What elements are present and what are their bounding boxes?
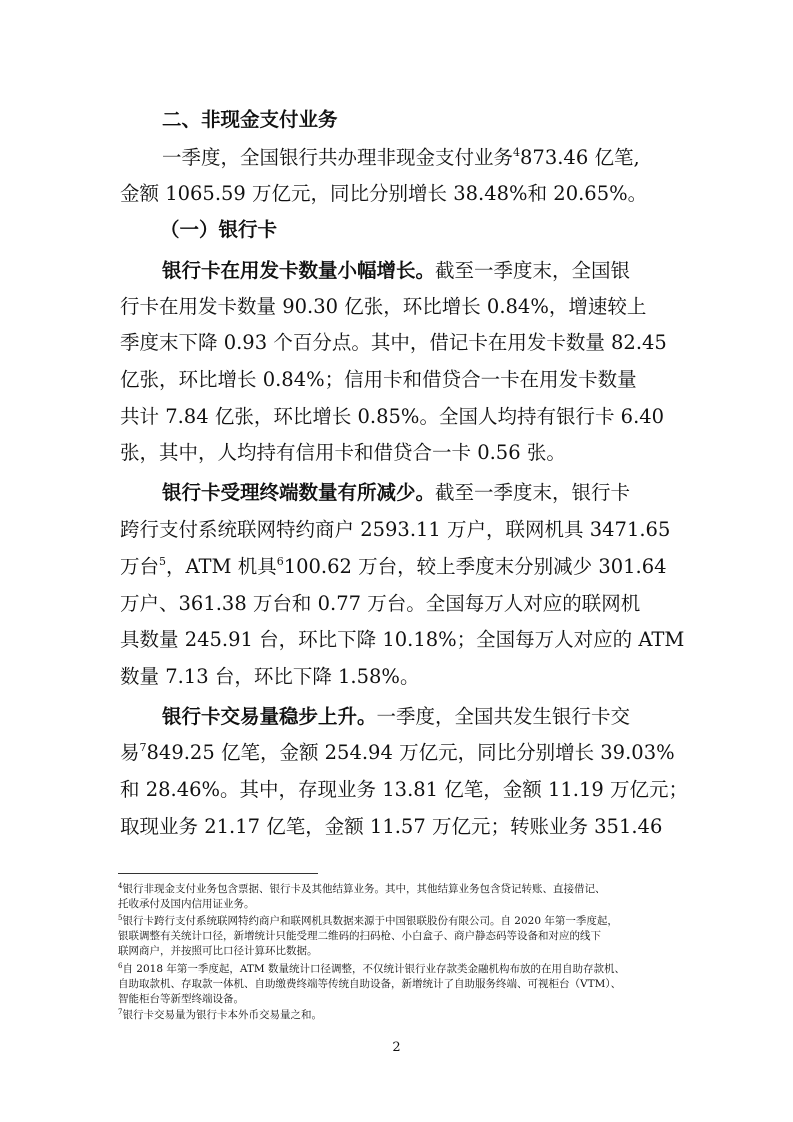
- para3-line-2: 易$^7$849.25 亿笔，金额 254.94 万亿元，同比分别增长 39.03%: [120, 741, 675, 764]
- intro-line-1: 一季度，全国银行共办理非现金支付业务$^4$873.46 亿笔,: [162, 146, 640, 169]
- para2-line-6: 数量 7.13 台，环比下降 1.58%。: [120, 665, 420, 688]
- para1-line-6: 张，其中，人均持有信用卡和借贷合一卡 0.56 张。: [120, 441, 566, 464]
- intro-line-2: 金额 1065.59 万亿元，同比分别增长 38.48%和 20.65%。: [120, 182, 648, 205]
- footnote-6-cont-2: 智能柜台等新型终端设备。: [118, 993, 244, 1005]
- footnote-6-cont-1: 自助取款机、存取款一体机、自助缴费终端等传统自助设备，新增统计了自助服务终端、可视柜台（VTM）、: [118, 978, 622, 990]
- para1-line-3: 季度末下降 0.93 个百分点。其中，借记卡在用发卡数量 82.45: [120, 331, 667, 354]
- para3-lead: 银行卡交易量稳步上升。: [162, 705, 377, 728]
- para1-line-2: 行卡在用发卡数量 90.30 亿张，环比增长 0.84%，增速较上: [120, 295, 647, 318]
- section-heading: 二、非现金支付业务: [162, 108, 338, 131]
- footnote-6: $^6$自 2018 年第一季度起，ATM 数量统计口径调整，不仅统计银行业存款类金融机构布放的在用自助存款机、: [118, 962, 625, 975]
- para2-line-3: 万台$^5$，ATM 机具$^6$100.62 万台，较上季度末分别减少 301.64: [120, 555, 667, 578]
- footnote-7: $^7$银行卡交易量为银行卡本外币交易量之和。: [118, 1008, 322, 1021]
- para1-line-4: 亿张，环比增长 0.84%；信用卡和借贷合一卡在用发卡数量: [120, 368, 637, 391]
- para2-line-1: 银行卡受理终端数量有所减少。截至一季度末，银行卡: [162, 481, 631, 504]
- para2-line-4: 万户、361.38 万台和 0.77 万台。全国每万人对应的联网机: [120, 592, 641, 615]
- para1-lead: 银行卡在用发卡数量小幅增长。: [162, 259, 436, 282]
- sub-heading: （一）银行卡: [160, 218, 278, 241]
- footnote-ref-7[interactable]: 7: [139, 741, 147, 754]
- footnote-4: $^4$银行非现金支付业务包含票据、银行卡及其他结算业务。其中，其他结算业务包含贷记转账、直接借记、: [118, 882, 606, 895]
- para2-lead: 银行卡受理终端数量有所减少。: [162, 481, 436, 504]
- para2-line-2: 跨行支付系统联网特约商户 2593.11 万户，联网机具 3471.65: [120, 518, 671, 541]
- footnote-5-cont-1: 银联调整有关统计口径，新增统计只能受理二维码的扫码枪、小白盒子、商户静态码等设备和对应的线下: [118, 930, 601, 942]
- footnote-4-cont: 托收承付及国内信用证业务。: [118, 898, 255, 910]
- footnote-divider: [118, 873, 318, 874]
- para1-line-5: 共计 7.84 亿张，环比增长 0.85%。全国人均持有银行卡 6.40: [120, 405, 665, 428]
- footnote-5: $^5$银行卡跨行支付系统联网特约商户和联网机具数据来源于中国银联股份有限公司。自 2020 年第一季度起，: [118, 914, 618, 927]
- para2-line-5: 具数量 245.91 台，环比下降 10.18%；全国每万人对应的 ATM: [120, 628, 685, 651]
- para1-line-1: 银行卡在用发卡数量小幅增长。截至一季度末，全国银: [162, 259, 631, 282]
- footnote-5-cont-2: 联网商户，并按照可比口径计算环比数据。: [118, 945, 318, 957]
- para3-line-3: 和 28.46%。其中，存现业务 13.81 亿笔，金额 11.19 万亿元；: [120, 778, 688, 801]
- para3-line-1: 银行卡交易量稳步上升。一季度，全国共发生银行卡交: [162, 705, 631, 728]
- page-number: 2: [392, 1040, 401, 1055]
- footnote-ref-5[interactable]: 5: [159, 555, 167, 568]
- footnote-ref-6[interactable]: 6: [276, 555, 284, 568]
- footnote-ref-4[interactable]: 4: [513, 146, 521, 159]
- para3-line-4: 取现业务 21.17 亿笔，金额 11.57 万亿元；转账业务 351.46: [120, 815, 663, 838]
